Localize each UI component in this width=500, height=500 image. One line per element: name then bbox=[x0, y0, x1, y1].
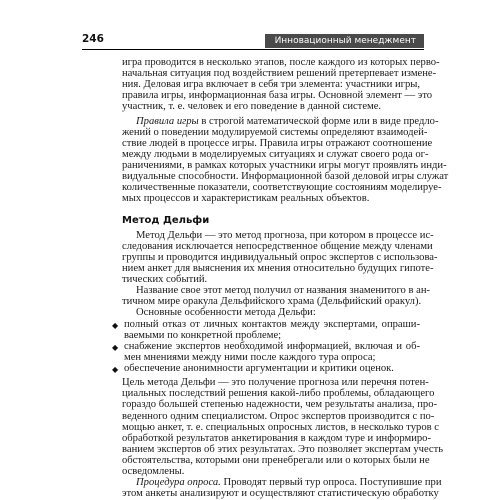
italic-term: Процедура опроса. bbox=[136, 476, 221, 488]
bullet-icon: ◆ bbox=[112, 321, 119, 331]
text-line: группы и проводится индивидуальный опрос экспертов с использова- bbox=[122, 252, 438, 264]
text-line: мых процессов и характеристикам реальных объектов. bbox=[122, 193, 370, 205]
text-line: Название свое этот метод получил от названия знаменитого в ан- bbox=[136, 285, 431, 297]
text-line: нием анкет для выяснения их мнения относительно будущих гипоте- bbox=[122, 263, 434, 275]
text-line: начальная ситуация под воздействием решений претерпевает измене- bbox=[122, 68, 437, 80]
text-line: обстоятельства, которыми они пренебрегали или о которых были не bbox=[122, 454, 430, 466]
text-line: Цель метода Дельфи — это получение прогноза или перечня потен- bbox=[122, 377, 429, 389]
bullet-icon: ◆ bbox=[112, 365, 119, 375]
list-item-line: ваемыми по конкретной проблеме; bbox=[124, 329, 282, 341]
text-line: гораздо большей степенью надежности, чем результаты анализа, про- bbox=[122, 399, 438, 411]
text-line: Метод Дельфи — это метод прогноза, при котором в процессе ис- bbox=[136, 229, 434, 241]
text-line: ствие людей в процессе игры. Правила игры отражают соотношение bbox=[122, 137, 433, 149]
list-item-line: мен мнениями между ними после каждого тура опроса; bbox=[124, 351, 376, 363]
text-line: ванием экспертов об этих результатах. Это позволяет экспертам учесть bbox=[122, 443, 444, 455]
text-line: циальных последствий решения какой-либо проблемы, обладающего bbox=[122, 388, 435, 400]
list-item-line: снабжение экспертов необходимой информацией, включая и об- bbox=[124, 340, 420, 352]
list-item-line: обеспечение анонимности аргументации и критики оценок. bbox=[124, 362, 394, 374]
page-number: 246 bbox=[82, 33, 104, 45]
text-line: обработкой результатов анкетирования в каждом туре и информиро- bbox=[122, 432, 431, 444]
text-line: правила игры, информационная база игры. Основной элемент — это bbox=[122, 90, 433, 102]
page-header bbox=[82, 33, 424, 50]
bullet-icon: ◆ bbox=[112, 343, 119, 353]
text-line: тичном мире оракула Дельфийского храма (Дельфийский оракул). bbox=[122, 296, 422, 308]
italic-term: Правила игры bbox=[136, 115, 199, 127]
running-section-title: Инновационный менеджмент bbox=[265, 34, 424, 48]
section-heading: Метод Дельфи bbox=[122, 214, 210, 226]
text-fragment: в строгой математической форме или в виде предло- bbox=[198, 115, 439, 127]
text-line: количественные показатели, соответствующие состояниям моделируе- bbox=[122, 182, 442, 194]
text-line: осведомлены. bbox=[122, 465, 185, 477]
text-line: игра проводится в несколько этапов, после каждого из которых перво- bbox=[122, 57, 440, 68]
text-line: этом анкеты анализируют и осуществляют статистическую обработку bbox=[122, 488, 439, 499]
text-fragment: Проводят первый тур опроса. Поступившие при bbox=[220, 476, 442, 488]
text-line: участник, т. е. человек и его поведение в данной системе. bbox=[122, 101, 382, 113]
text-line: веденного одним специалистом. Опрос экспертов производится с по- bbox=[122, 410, 435, 422]
text-line: следования исключается непосредственное общение между членами bbox=[122, 241, 433, 252]
text-line: тических событий. bbox=[122, 274, 208, 286]
text-line: между людьми в моделируемых ситуациях и служат своего рода ог- bbox=[122, 149, 429, 160]
text-line: мощью анкет, т. е. специальных опросных листов, в несколько туров с bbox=[122, 421, 439, 433]
list-item-line: полный отказ от личных контактов между экспертами, опраши- bbox=[124, 318, 420, 330]
text-line: раничениями, в рамках которых участники игры могут проявлять инди- bbox=[122, 160, 447, 172]
text-line: Основные особенности метода Дельфи: bbox=[136, 307, 316, 319]
text-line: видуальные способности. Информационной базой деловой игры служат bbox=[122, 171, 449, 183]
text-line: жений о поведении модулируемой системы определяют взаимодей- bbox=[122, 126, 428, 138]
text-line: ния. Деловая игра включает в себя три элемента: участники игры, bbox=[122, 79, 421, 91]
